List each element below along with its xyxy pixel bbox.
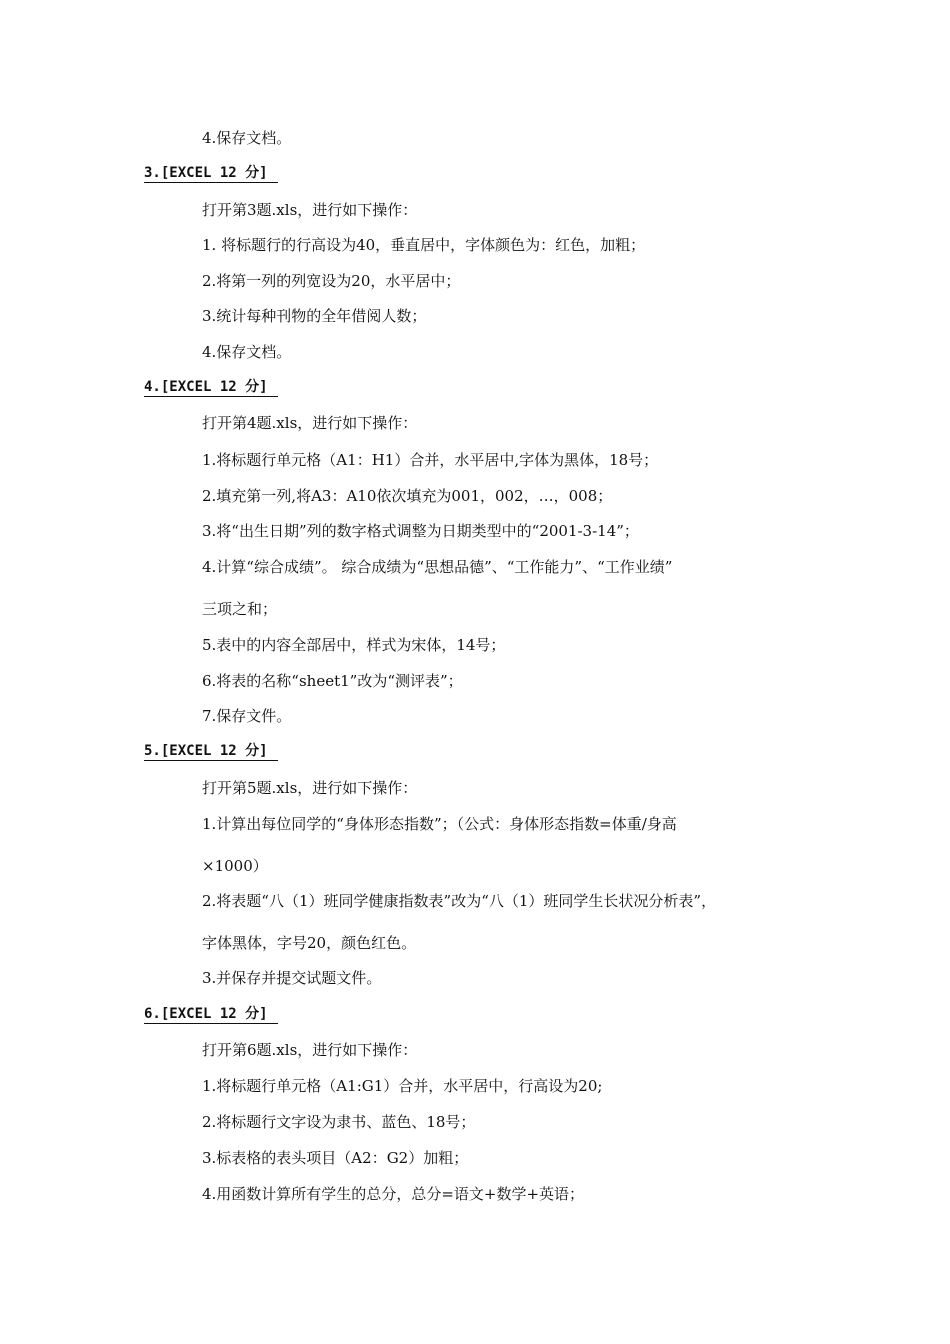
question-6-step: 1.将标题行单元格（A1:G1）合并，水平居中，行高设为20; <box>202 1077 603 1095</box>
question-3-intro: 打开第3题.xls，进行如下操作： <box>202 201 418 219</box>
question-6-step: 4.用函数计算所有学生的总分，总分=语文+数学+英语； <box>202 1185 585 1203</box>
question-3-step: 3.统计每种刊物的全年借阅人数； <box>202 307 427 325</box>
question-4-step: 2.填充第一列,将A3：A10依次填充为001，002，…，008； <box>202 487 613 505</box>
question-6-step: 2.将标题行文字设为隶书、蓝色、18号； <box>202 1113 476 1131</box>
question-5-heading: 5.[EXCEL 12 分] <box>144 742 278 761</box>
question-3-heading: 3.[EXCEL 12 分] <box>144 164 278 183</box>
question-6-heading: 6.[EXCEL 12 分] <box>144 1005 278 1024</box>
question-4-step: 5.表中的内容全部居中，样式为宋体，14号； <box>202 636 506 654</box>
question-6-intro: 打开第6题.xls，进行如下操作： <box>202 1041 418 1059</box>
question-5-step-continued: 字体黑体，字号20，颜色红色。 <box>202 934 417 952</box>
question-4-heading: 4.[EXCEL 12 分] <box>144 378 278 397</box>
question-4-intro: 打开第4题.xls，进行如下操作： <box>202 414 418 432</box>
question-4-step: 6.将表的名称“sheet1”改为“测评表”； <box>202 672 463 690</box>
question-4-step-continued: 三项之和； <box>202 600 278 618</box>
question-5-step: 1.计算出每位同学的“身体形态指数”；（公式：身体形态指数=体重/身高 <box>202 815 677 833</box>
step-line: 4.保存文档。 <box>202 129 292 147</box>
question-6-step: 3.标表格的表头项目（A2：G2）加粗； <box>202 1149 469 1167</box>
question-3-step: 1. 将标题行的行高设为40，垂直居中，字体颜色为：红色，加粗； <box>202 236 646 254</box>
question-3-step: 4.保存文档。 <box>202 343 292 361</box>
question-5-intro: 打开第5题.xls，进行如下操作： <box>202 779 418 797</box>
question-4-step: 4.计算“综合成绩”。 综合成绩为“思想品德”、“工作能力”、“工作业绩” <box>202 558 673 576</box>
question-5-step-continued: ×1000） <box>202 857 268 875</box>
question-3-step: 2.将第一列的列宽设为20，水平居中； <box>202 272 461 290</box>
question-5-step: 3.并保存并提交试题文件。 <box>202 969 382 987</box>
question-4-step: 3.将“出生日期”列的数字格式调整为日期类型中的“2001-3-14”； <box>202 522 639 540</box>
question-4-step: 1.将标题行单元格（A1：H1）合并，水平居中,字体为黑体，18号； <box>202 451 659 469</box>
question-5-step: 2.将表题“八（1）班同学健康指数表”改为“八（1）班同学生长状况分析表”， <box>202 892 717 910</box>
question-4-step: 7.保存文件。 <box>202 707 292 725</box>
